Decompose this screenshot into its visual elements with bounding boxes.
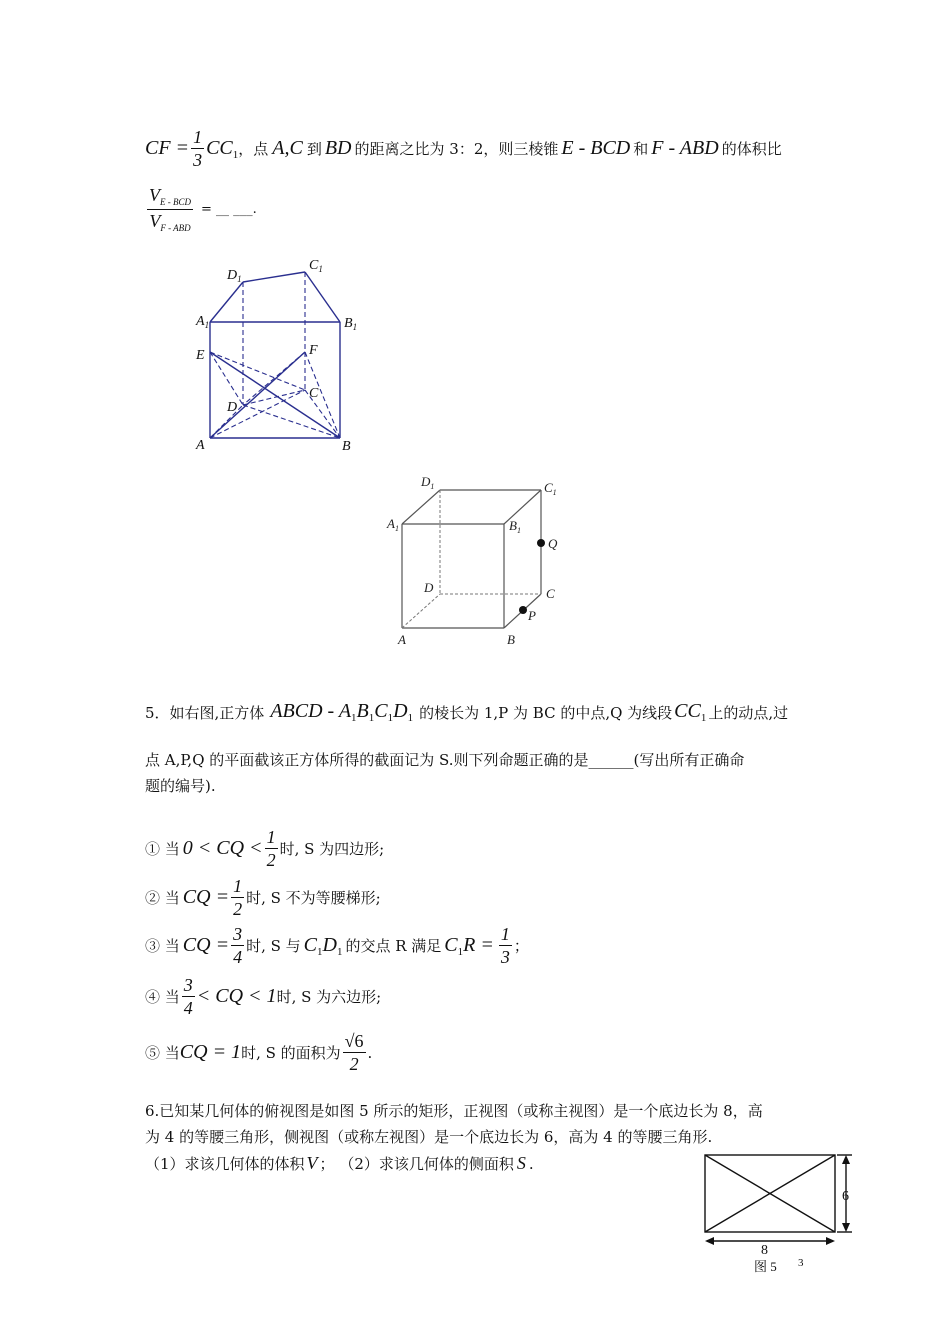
hidden-d-b bbox=[243, 405, 340, 438]
cube-label-a1: $A_1$ bbox=[387, 516, 399, 533]
edge-c1-b1 bbox=[305, 272, 340, 322]
width-label: 8 bbox=[761, 1243, 768, 1258]
volume-ratio: $\frac{V_{E - BCD}}{V_{F - ABD}}$ = __ ___. bbox=[149, 185, 257, 233]
edge-a1-d1 bbox=[210, 282, 243, 322]
point-p bbox=[519, 606, 527, 614]
label-c1: $C_1$ bbox=[309, 258, 323, 274]
q5-line1: 5．如右图,正方体 ABCD - $A_1B_1C_1D_1$ 的棱长为 1,P 为 BC 的中点,Q 为线段 $CC_1$ 上的动点,过 bbox=[145, 700, 789, 724]
cube-hidden-a-d bbox=[402, 594, 440, 628]
answer-blank: = __ ___. bbox=[201, 202, 257, 217]
figure-caption: 图 5 bbox=[754, 1259, 777, 1274]
segment-e-b bbox=[210, 352, 340, 438]
cube-label-q: Q bbox=[548, 536, 558, 551]
cube-label-d1: $D_1$ bbox=[421, 474, 435, 491]
cf-fraction: $\frac{1}{3}$ bbox=[193, 127, 203, 170]
label-d1: $D_1$ bbox=[227, 268, 242, 284]
q6-line1: 6.已知某几何体的俯视图是如图 5 所示的矩形，正视图（或称主视图）是一个底边长为 8，高 bbox=[145, 1102, 763, 1120]
q5-line2: 点 A,P,Q 的平面截该正方体所得的截面记为 S.则下列命题正确的是______(写出所有正确命 bbox=[145, 751, 745, 769]
cube-label-d: D bbox=[424, 580, 434, 595]
hidden-e-c bbox=[210, 352, 305, 390]
q5-option-2: ② 当 CQ = $\frac{1}{2}$ 时, S 不为等腰梯形; bbox=[145, 876, 381, 919]
point-q bbox=[537, 539, 545, 547]
cube-edge-a1-d1 bbox=[402, 490, 440, 524]
q4-line1: CF = $\frac{1}{3}$ $CC_1$ ，点 A,C 到 BD 的距离之比为 3：2，则三棱锥 E - BCD 和 F - ABD 的体积比 bbox=[145, 127, 782, 170]
label-a1: $A_1$ bbox=[196, 314, 210, 330]
q5-option-4: ④ 当 $\frac{3}{4}$ < CQ < 1 时, S 为六边形; bbox=[145, 975, 382, 1018]
q5-option-5: ⑤ 当 CQ = 1 时, S 的面积为 $\frac{√6}{2}$ . bbox=[145, 1031, 373, 1074]
cube-label-a: A bbox=[398, 632, 406, 647]
hidden-d-c bbox=[243, 390, 305, 405]
q6-line2: 为 4 的等腰三角形，侧视图（或称左视图）是一个底边长为 6，高为 4 的等腰三角形. bbox=[145, 1128, 713, 1146]
cube-label-c: C bbox=[546, 586, 555, 601]
label-a: A bbox=[196, 438, 205, 453]
label-c: C bbox=[309, 386, 319, 401]
q5-line3: 题的编号). bbox=[145, 777, 216, 795]
prism-figure bbox=[190, 255, 370, 460]
hidden-a-c bbox=[210, 390, 305, 438]
arrow-left bbox=[705, 1237, 714, 1245]
cube-name: ABCD - $A_1B_1C_1D_1$ bbox=[270, 700, 414, 724]
q6-line3: （1）求该几何体的体积 V ； （2）求该几何体的侧面积 S . bbox=[145, 1153, 534, 1173]
q5-option-3: ③ 当 CQ = $\frac{3}{4}$ 时, S 与 $C_1D_1$ 的交点 R 满足 $C_1R$ = $\frac{1}{3}$ ； bbox=[145, 924, 529, 967]
cube-label-b1: $B_1$ bbox=[509, 518, 521, 535]
height-label: 6 bbox=[842, 1189, 849, 1204]
label-b: B bbox=[342, 439, 351, 454]
cube-label-c1: $C_1$ bbox=[544, 480, 557, 497]
q5-option-1: ① 当 0 < CQ < $\frac{1}{2}$ 时, S 为四边形; bbox=[145, 827, 385, 870]
arrow-right bbox=[826, 1237, 835, 1245]
arrow-up bbox=[842, 1155, 850, 1164]
figure-5-rectangle bbox=[700, 1148, 870, 1286]
edge-d1-c1 bbox=[243, 272, 305, 282]
hidden-e-d bbox=[210, 352, 243, 405]
cf-label: CF = bbox=[145, 137, 190, 159]
page-number: 3 bbox=[798, 1257, 804, 1269]
cube-label-p: P bbox=[528, 608, 536, 623]
cube-label-b: B bbox=[507, 632, 515, 647]
label-d: D bbox=[227, 400, 238, 415]
label-f: F bbox=[309, 343, 318, 358]
arrow-down bbox=[842, 1223, 850, 1232]
label-e: E bbox=[196, 348, 205, 363]
label-b1: $B_1$ bbox=[344, 316, 358, 332]
cube-figure bbox=[385, 470, 575, 650]
